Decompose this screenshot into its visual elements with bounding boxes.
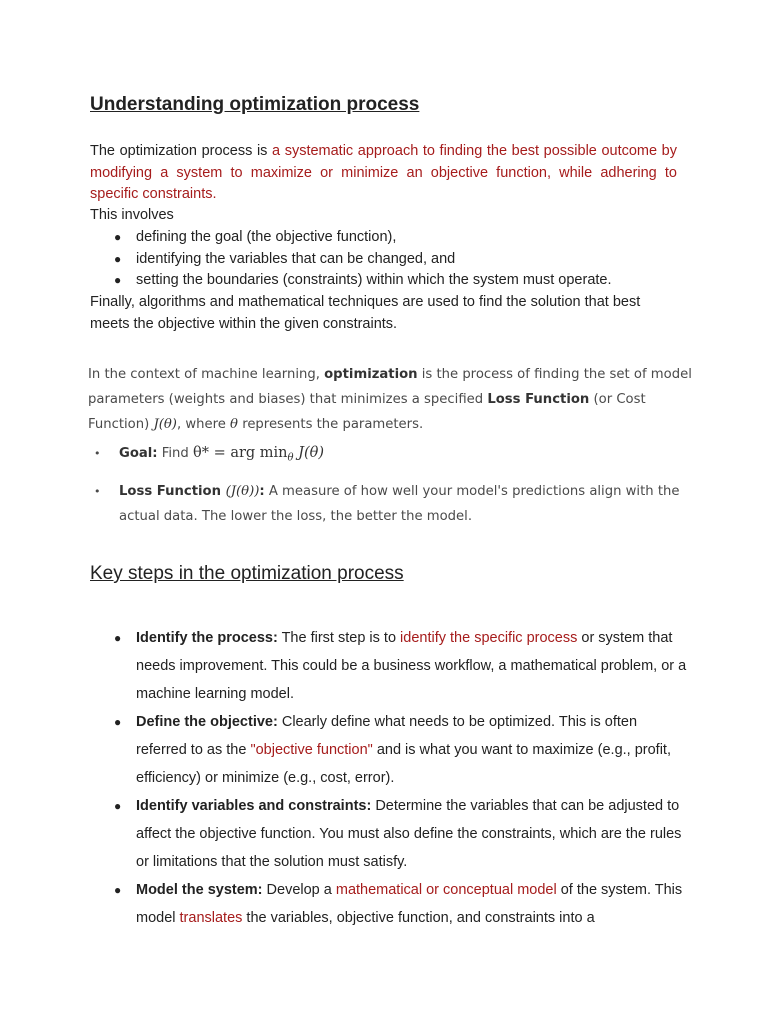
page-title: Understanding optimization process bbox=[90, 94, 420, 115]
intro-lead: The optimization process is bbox=[90, 143, 273, 159]
involves-label: This involves bbox=[90, 207, 174, 223]
loss-item: • Loss Function (J(θ)): A measure of how well your model's predictions align with the actual data. The lower the loss, the better the model. bbox=[88, 479, 698, 529]
involves-list bbox=[90, 227, 612, 292]
bullet-icon: ● bbox=[114, 230, 122, 244]
list-item: ● defining the goal (the objective function), bbox=[90, 227, 612, 249]
list-item: ● Define the objective: Clearly define what needs to be optimized. This is often referred to as the "objective function" and is what you want to maximize (e.g., profit, efficiency) or minimize (e.g., cost, error). bbox=[90, 708, 690, 792]
bullet-icon: • bbox=[94, 447, 101, 460]
ml-context-block bbox=[88, 362, 698, 529]
list-item: ● setting the boundaries (constraints) within which the system must operate. bbox=[90, 270, 612, 292]
intro-highlight: a systematic approach to finding the best possible outcome by modifying a system to maximize or minimize an objective function, while adhering to specific constraints. bbox=[90, 143, 677, 202]
bullet-icon: ● bbox=[114, 883, 122, 897]
list-item: ● Model the system: Develop a mathematical or conceptual model of the system. This model translates the variables, objective function, and constraints into a bbox=[90, 876, 690, 932]
ml-paragraph: In the context of machine learning, optimization is the process of finding the set of model parameters (weights and biases) that minimizes a specified Loss Function (or Cost Function) J(θ), where θ represents the parameters. bbox=[88, 367, 692, 432]
list-item: ● Identify variables and constraints: Determine the variables that can be adjusted to affect the objective function. You must also define the constraints, which are the rules or limitations that the solution must satisfy. bbox=[90, 792, 690, 876]
steps-list bbox=[90, 624, 690, 932]
list-item: ● Identify the process: The first step is to identify the specific process or system that needs improvement. This could be a business workflow, a mathematical problem, or a machine learning model. bbox=[90, 624, 690, 708]
section-heading: Key steps in the optimization process bbox=[90, 563, 404, 584]
bullet-icon: ● bbox=[114, 631, 122, 645]
bullet-icon: • bbox=[94, 484, 101, 498]
bullet-icon: ● bbox=[114, 251, 122, 266]
bullet-icon: ● bbox=[114, 273, 122, 287]
list-item: ● identifying the variables that can be changed, and bbox=[90, 249, 612, 271]
bullet-icon: ● bbox=[114, 799, 122, 813]
goal-item: • Goal: Find θ* = arg $\min_\theta J(\theta)$ bbox=[88, 441, 698, 471]
bullet-icon: ● bbox=[114, 715, 122, 729]
intro-paragraph bbox=[90, 141, 677, 206]
finally-paragraph: Finally, algorithms and mathematical techniques are used to find the solution that best meets the objective within the given constraints. bbox=[90, 294, 641, 332]
ml-list bbox=[88, 441, 698, 529]
